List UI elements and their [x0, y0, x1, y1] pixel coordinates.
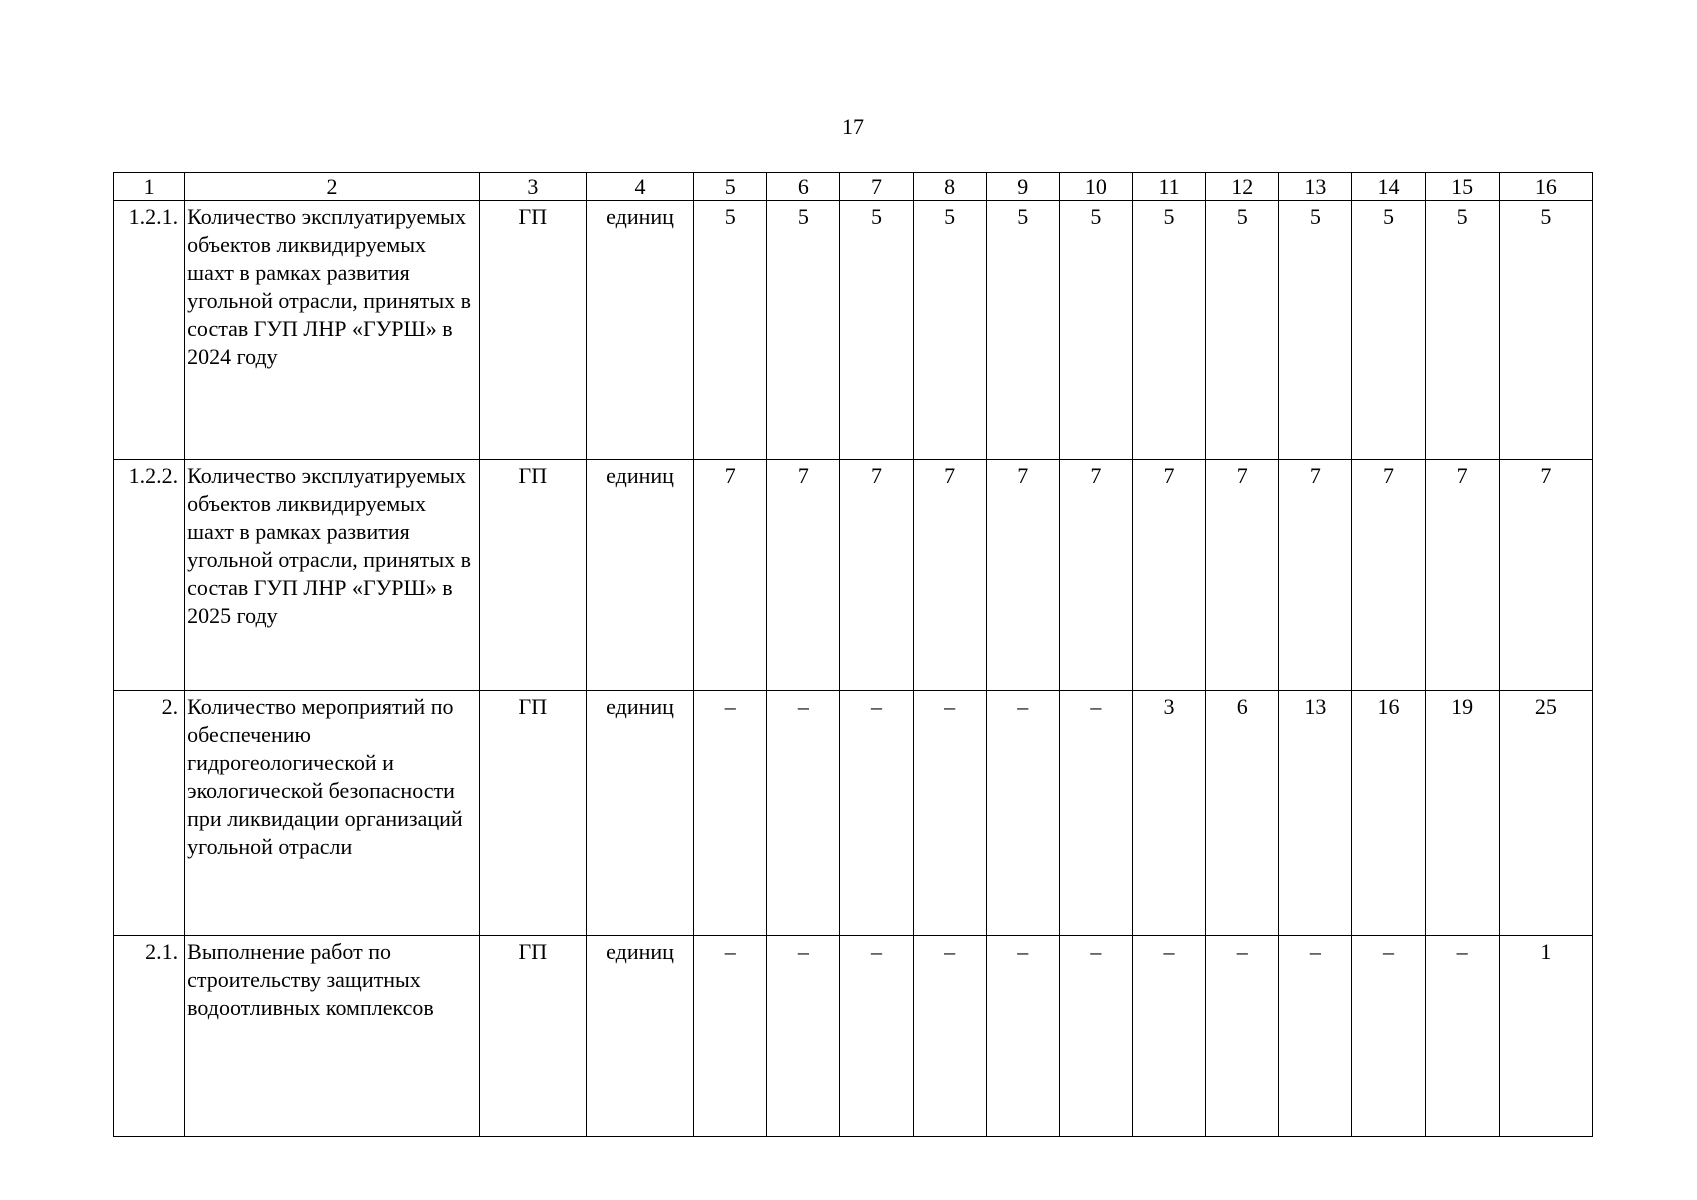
- value-cell: 3: [1132, 691, 1205, 936]
- row-number: 1.2.1.: [114, 201, 185, 460]
- value-cell: –: [1132, 936, 1205, 1137]
- column-header: 1: [114, 173, 185, 201]
- indicators-table: [113, 172, 1593, 1137]
- indicator-name: Выполнение работ по строительству защитных водоотливных комплексов: [185, 936, 480, 1137]
- value-cell: –: [913, 936, 986, 1137]
- column-header: 10: [1059, 173, 1132, 201]
- column-header: 7: [840, 173, 913, 201]
- row-number: 1.2.2.: [114, 460, 185, 691]
- value-cell: 7: [1059, 460, 1132, 691]
- indicator-name: Количество эксплуатируемых объектов ликвидируемых шахт в рамках развития угольной отрасли, принятых в состав ГУП ЛНР «ГУРШ» в 2025 году: [185, 460, 480, 691]
- column-header: 16: [1499, 173, 1592, 201]
- value-cell: 7: [840, 460, 913, 691]
- column-header: 5: [694, 173, 767, 201]
- value-cell: 1: [1499, 936, 1592, 1137]
- value-cell: 5: [1425, 201, 1499, 460]
- row-number: 2.1.: [114, 936, 185, 1137]
- value-cell: 5: [1499, 201, 1592, 460]
- value-cell: 7: [1352, 460, 1425, 691]
- table-row: [114, 936, 1593, 1137]
- value-cell: –: [694, 691, 767, 936]
- column-header: 14: [1352, 173, 1425, 201]
- column-header: 13: [1279, 173, 1352, 201]
- page-number: 17: [842, 114, 864, 139]
- value-cell: 5: [913, 201, 986, 460]
- value-cell: –: [1059, 691, 1132, 936]
- value-cell: 7: [767, 460, 840, 691]
- value-cell: 5: [767, 201, 840, 460]
- value-cell: –: [1206, 936, 1279, 1137]
- value-cell: –: [840, 936, 913, 1137]
- indicator-type: ГП: [479, 460, 586, 691]
- table-header-row: [114, 173, 1593, 201]
- value-cell: –: [840, 691, 913, 936]
- column-header: 15: [1425, 173, 1499, 201]
- value-cell: –: [1425, 936, 1499, 1137]
- column-header: 6: [767, 173, 840, 201]
- value-cell: 7: [1279, 460, 1352, 691]
- value-cell: –: [913, 691, 986, 936]
- value-cell: 7: [1499, 460, 1592, 691]
- table-row: [114, 460, 1593, 691]
- value-cell: –: [694, 936, 767, 1137]
- value-cell: 5: [1132, 201, 1205, 460]
- indicator-type: ГП: [479, 691, 586, 936]
- unit-cell: единиц: [586, 936, 693, 1137]
- indicator-type: ГП: [479, 201, 586, 460]
- value-cell: –: [1279, 936, 1352, 1137]
- value-cell: 5: [986, 201, 1059, 460]
- value-cell: 5: [1059, 201, 1132, 460]
- column-header: 2: [185, 173, 480, 201]
- value-cell: 19: [1425, 691, 1499, 936]
- row-number: 2.: [114, 691, 185, 936]
- value-cell: 5: [1352, 201, 1425, 460]
- column-header: 11: [1132, 173, 1205, 201]
- value-cell: 5: [694, 201, 767, 460]
- value-cell: 7: [986, 460, 1059, 691]
- value-cell: 7: [1206, 460, 1279, 691]
- value-cell: 7: [694, 460, 767, 691]
- value-cell: 5: [1279, 201, 1352, 460]
- value-cell: 7: [1425, 460, 1499, 691]
- column-header: 4: [586, 173, 693, 201]
- column-header: 3: [479, 173, 586, 201]
- indicator-type: ГП: [479, 936, 586, 1137]
- value-cell: 6: [1206, 691, 1279, 936]
- table-row: [114, 201, 1593, 460]
- value-cell: 25: [1499, 691, 1592, 936]
- table-row: [114, 691, 1593, 936]
- column-header: 8: [913, 173, 986, 201]
- value-cell: –: [767, 691, 840, 936]
- indicator-name: Количество мероприятий по обеспечению гидрогеологической и экологической безопасности при ликвидации организаций угольной отрасли: [185, 691, 480, 936]
- value-cell: –: [1059, 936, 1132, 1137]
- value-cell: 7: [913, 460, 986, 691]
- column-header: 9: [986, 173, 1059, 201]
- unit-cell: единиц: [586, 201, 693, 460]
- value-cell: 16: [1352, 691, 1425, 936]
- value-cell: 5: [1206, 201, 1279, 460]
- value-cell: 13: [1279, 691, 1352, 936]
- value-cell: –: [986, 691, 1059, 936]
- value-cell: –: [986, 936, 1059, 1137]
- value-cell: 7: [1132, 460, 1205, 691]
- value-cell: –: [767, 936, 840, 1137]
- value-cell: 5: [840, 201, 913, 460]
- column-header: 12: [1206, 173, 1279, 201]
- unit-cell: единиц: [586, 691, 693, 936]
- value-cell: –: [1352, 936, 1425, 1137]
- unit-cell: единиц: [586, 460, 693, 691]
- indicator-name: Количество эксплуатируемых объектов ликвидируемых шахт в рамках развития угольной отрасли, принятых в состав ГУП ЛНР «ГУРШ» в 2024 году: [185, 201, 480, 460]
